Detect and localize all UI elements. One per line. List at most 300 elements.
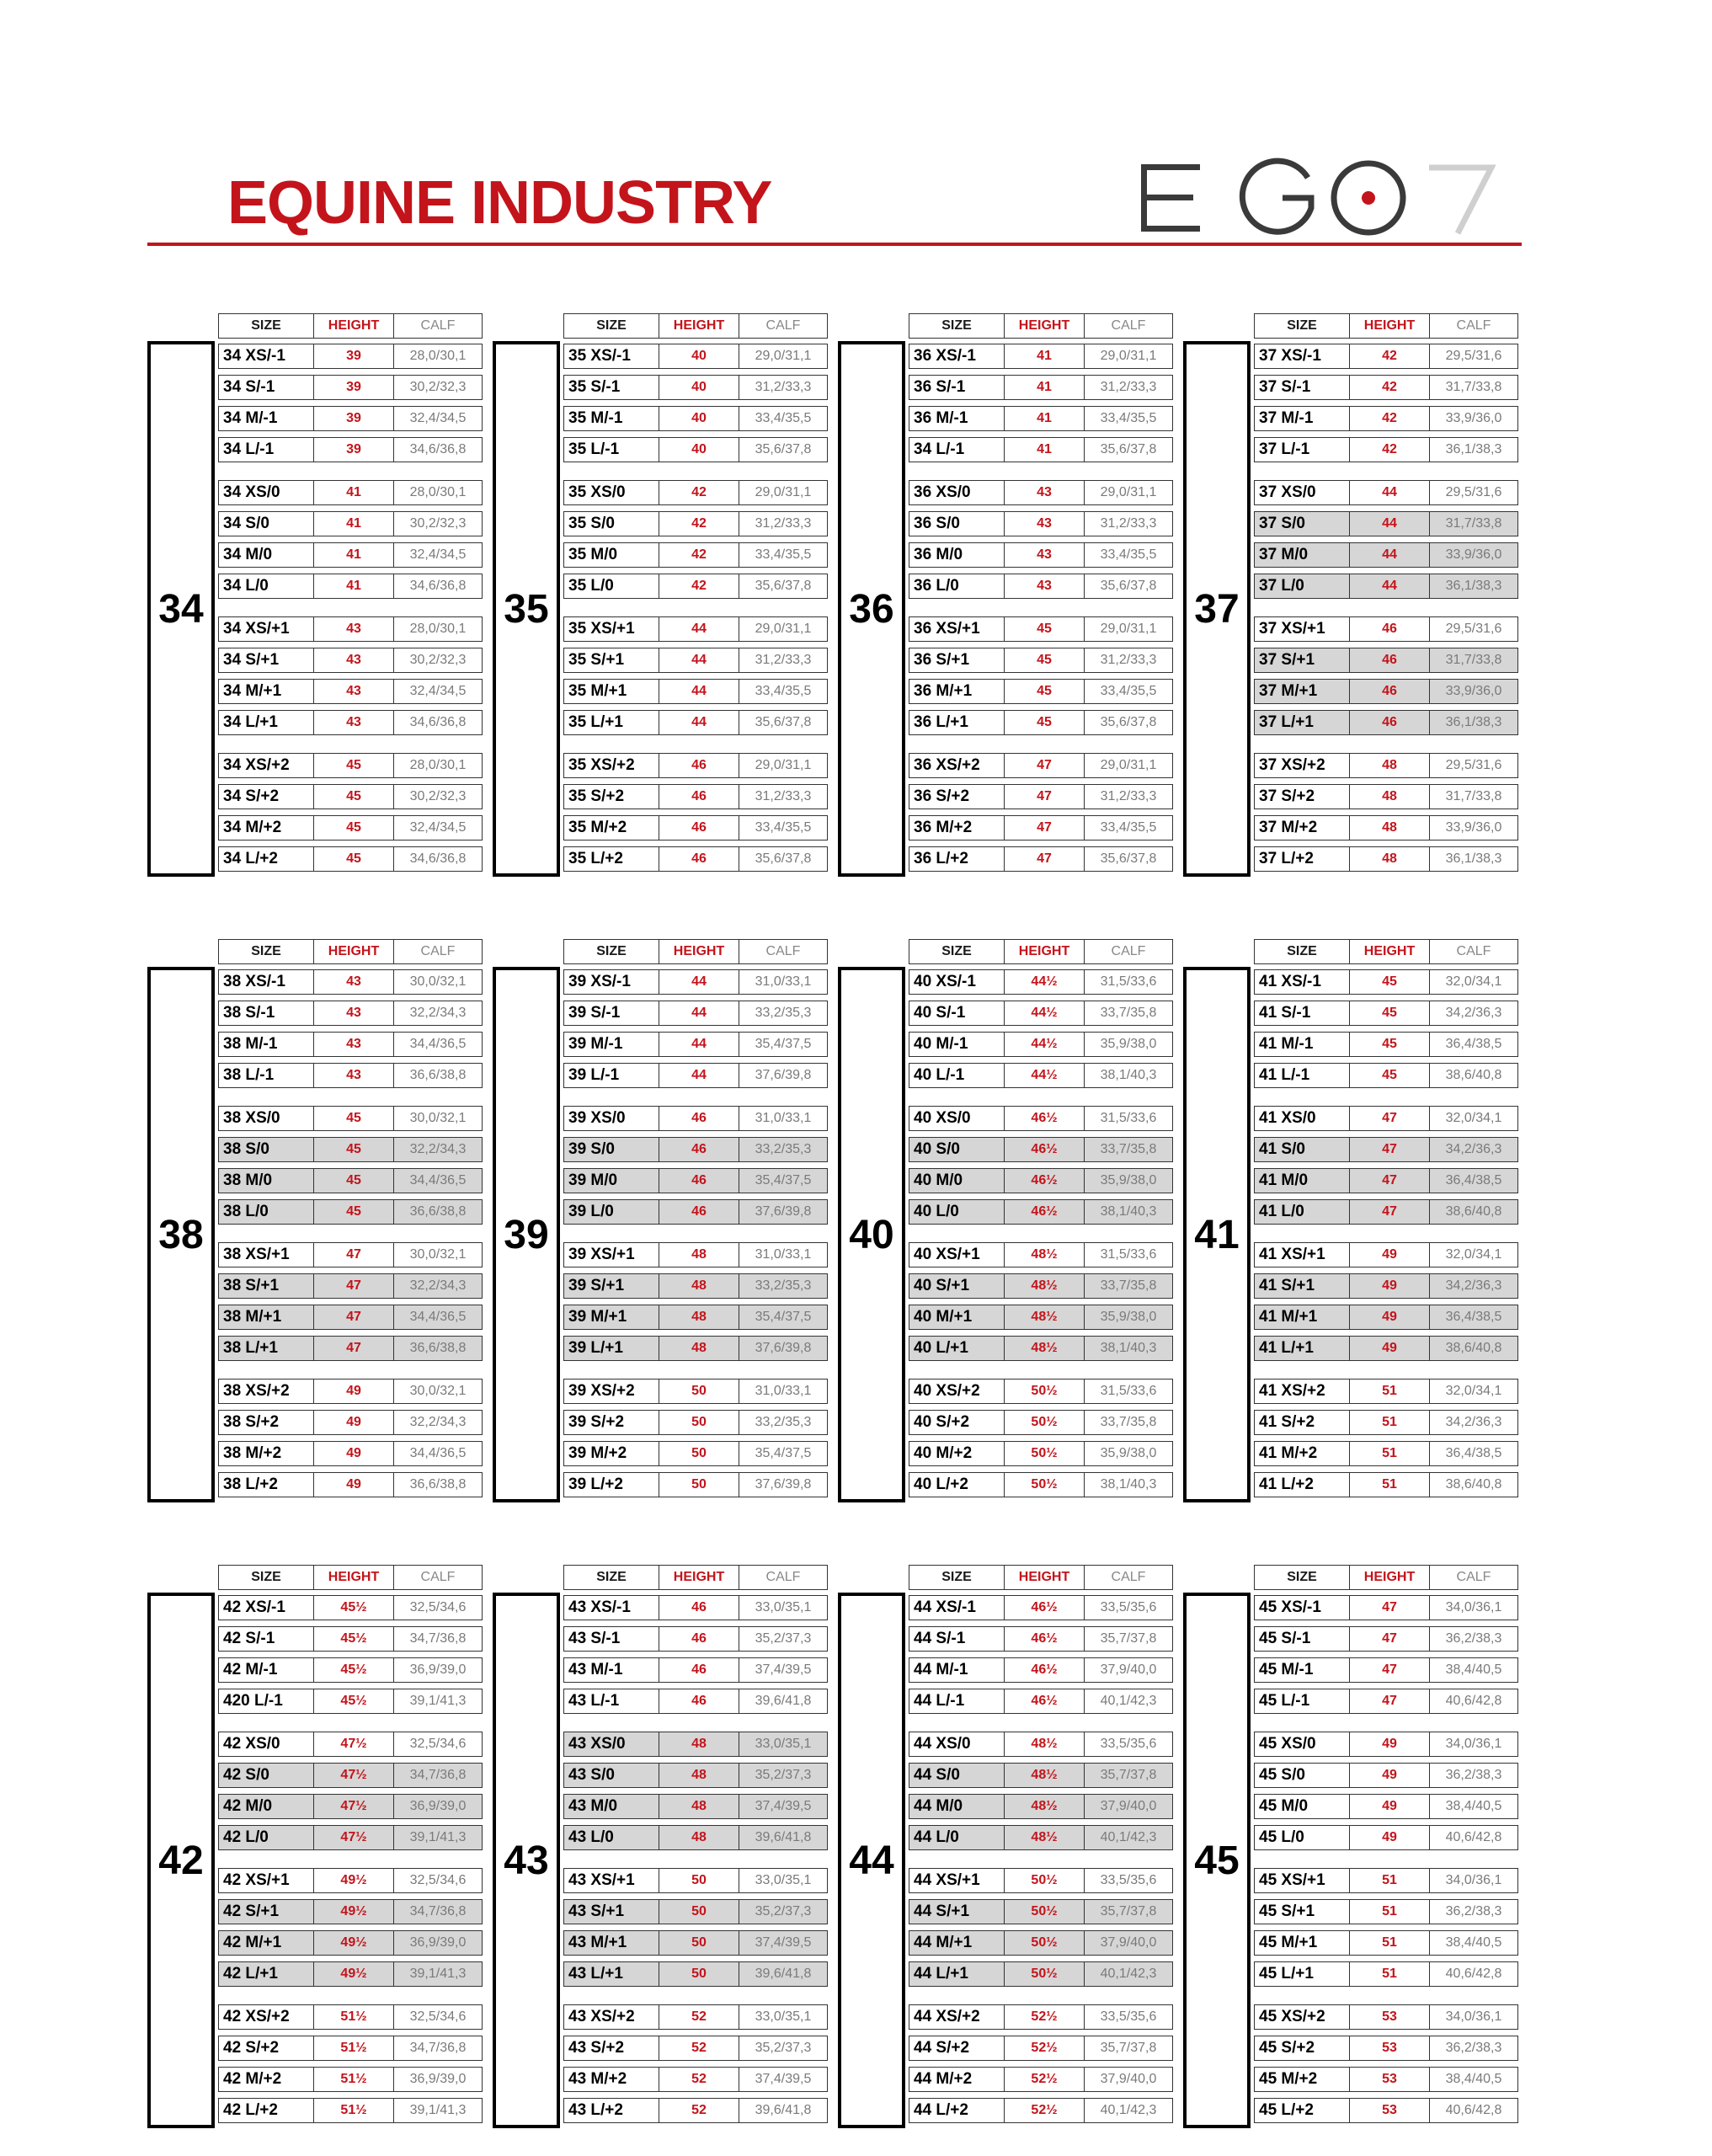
- calf-cell: 31,2/33,3: [1084, 785, 1172, 808]
- size-cell: 42 L/+1: [223, 1965, 278, 1983]
- table-header: [563, 939, 828, 964]
- size-cell: 43 L/+1: [568, 1965, 623, 1983]
- table-row: [563, 1689, 828, 1714]
- size-cell: 43 XS/+2: [568, 2008, 635, 2025]
- size-cell: 44 XS/-1: [914, 1598, 976, 1616]
- size-cell: 34 M/+1: [223, 682, 282, 700]
- size-cell: 35 M/0: [568, 546, 618, 563]
- height-cell: 48½: [1004, 1795, 1084, 1818]
- calf-cell: 38,6/40,8: [1429, 1473, 1517, 1497]
- height-cell: 45½: [313, 1627, 393, 1651]
- calf-cell: 34,0/36,1: [1429, 2005, 1517, 2029]
- shoe-size-label: 44: [838, 1593, 905, 2128]
- calf-cell: 31,2/33,3: [1084, 512, 1172, 536]
- height-cell: 50: [659, 1473, 739, 1497]
- size-cell: 36 L/0: [914, 577, 959, 595]
- table-row: [563, 1930, 828, 1956]
- table-row: [563, 1472, 828, 1497]
- size-cell: 42 S/0: [223, 1766, 269, 1784]
- size-cell: 43 S/+1: [568, 1903, 625, 1920]
- size-cell: 45 S/0: [1259, 1766, 1305, 1784]
- table-row: [1254, 648, 1518, 673]
- size-cell: 39 L/+1: [568, 1339, 623, 1357]
- height-cell: 47: [1349, 1596, 1429, 1620]
- table-row: [909, 1961, 1173, 1987]
- calf-cell: 35,2/37,3: [739, 1764, 827, 1787]
- table-row: [1254, 1472, 1518, 1497]
- table-row: [563, 1032, 828, 1057]
- calf-cell: 33,9/36,0: [1429, 543, 1517, 567]
- calf-column-header: CALF: [393, 1566, 482, 1589]
- table-row: [563, 1001, 828, 1026]
- size-cell: 42 S/+1: [223, 1903, 280, 1920]
- table-header: [563, 313, 828, 339]
- size-cell: 45 M/+1: [1259, 1934, 1318, 1951]
- table-row: [909, 437, 1173, 462]
- size-cell: 35 XS/+2: [568, 756, 635, 774]
- table-row: [909, 648, 1173, 673]
- calf-cell: 34,4/36,5: [393, 1305, 482, 1329]
- table-row: [909, 542, 1173, 568]
- calf-cell: 33,0/35,1: [739, 1732, 827, 1756]
- table-row: [909, 344, 1173, 369]
- table-row: [563, 1441, 828, 1466]
- table-row: [218, 1626, 483, 1652]
- size-cell: 44 S/0: [914, 1766, 960, 1784]
- table-row: [909, 2036, 1173, 2061]
- height-cell: 46: [659, 816, 739, 840]
- height-cell: 48: [659, 1337, 739, 1360]
- size-cell: 37 M/-1: [1259, 409, 1314, 427]
- table-row: [563, 784, 828, 809]
- size-cell: 39 L/0: [568, 1203, 614, 1220]
- table-row: [563, 1137, 828, 1162]
- height-cell: 44: [1349, 512, 1429, 536]
- height-cell: 45: [313, 1138, 393, 1161]
- size-cell: 41 L/+2: [1259, 1476, 1314, 1493]
- size-cell: 38 L/+2: [223, 1476, 278, 1493]
- height-cell: 45: [313, 1169, 393, 1193]
- height-cell: 45½: [313, 1689, 393, 1713]
- height-cell: 51: [1349, 1380, 1429, 1403]
- calf-cell: 28,0/30,1: [393, 344, 482, 368]
- calf-cell: 38,6/40,8: [1429, 1064, 1517, 1087]
- size-cell: 36 L/+2: [914, 850, 968, 867]
- size-cell: 36 M/+2: [914, 819, 973, 836]
- calf-cell: 36,6/38,8: [393, 1064, 482, 1087]
- table-row: [218, 1106, 483, 1131]
- table-row: [218, 1199, 483, 1225]
- height-cell: 46: [659, 1138, 739, 1161]
- size-cell: 43 M/+2: [568, 2070, 627, 2088]
- table-row: [563, 480, 828, 505]
- table-header: [218, 1565, 483, 1590]
- shoe-size-label: 43: [493, 1593, 560, 2128]
- calf-cell: 35,6/37,8: [739, 847, 827, 871]
- size-cell: 34 XS/+2: [223, 756, 290, 774]
- table-row: [218, 1930, 483, 1956]
- table-row: [1254, 1063, 1518, 1088]
- size-cell: 42 XS/0: [223, 1735, 280, 1753]
- table-row: [218, 1961, 483, 1987]
- table-row: [563, 1595, 828, 1620]
- size-cell: 41 S/-1: [1259, 1004, 1311, 1022]
- calf-cell: 33,4/35,5: [739, 816, 827, 840]
- calf-cell: 31,2/33,3: [1084, 648, 1172, 672]
- calf-cell: 35,4/37,5: [739, 1305, 827, 1329]
- calf-cell: 35,9/38,0: [1084, 1033, 1172, 1056]
- height-cell: 44½: [1004, 970, 1084, 994]
- calf-cell: 34,7/36,8: [393, 2036, 482, 2060]
- calf-cell: 38,1/40,3: [1084, 1473, 1172, 1497]
- table-row: [563, 1305, 828, 1330]
- table-row: [218, 1168, 483, 1193]
- table-row: [1254, 1199, 1518, 1225]
- height-cell: 49: [1349, 1795, 1429, 1818]
- calf-cell: 39,1/41,3: [393, 1826, 482, 1849]
- table-row: [909, 679, 1173, 704]
- table-row: [909, 1626, 1173, 1652]
- table-header: [1254, 313, 1518, 339]
- table-row: [909, 1063, 1173, 1088]
- calf-cell: 34,2/36,3: [1429, 1001, 1517, 1025]
- size-cell: 38 XS/0: [223, 1109, 280, 1127]
- logo-e: [1141, 164, 1200, 232]
- table-row: [218, 1732, 483, 1757]
- size-cell: 40 L/+2: [914, 1476, 968, 1493]
- table-row: [1254, 815, 1518, 841]
- size-cell: 45 XS/+2: [1259, 2008, 1325, 2025]
- table-row: [218, 648, 483, 673]
- table-header: [909, 313, 1173, 339]
- height-cell: 51: [1349, 1473, 1429, 1497]
- table-row: [909, 511, 1173, 536]
- table-row: [909, 1689, 1173, 1714]
- size-cell: 36 S/-1: [914, 378, 966, 396]
- height-cell: 45½: [313, 1658, 393, 1682]
- height-cell: 48: [1349, 754, 1429, 777]
- height-cell: 45½: [313, 1596, 393, 1620]
- size-cell: 41 S/0: [1259, 1140, 1305, 1158]
- height-cell: 39: [313, 376, 393, 399]
- table-row: [1254, 1930, 1518, 1956]
- height-cell: 50: [659, 1931, 739, 1955]
- table-header: [909, 1565, 1173, 1590]
- size-column-header: SIZE: [596, 318, 627, 333]
- height-cell: 44½: [1004, 1064, 1084, 1087]
- height-cell: 52: [659, 2036, 739, 2060]
- size-cell: 35 XS/-1: [568, 347, 631, 365]
- table-row: [909, 969, 1173, 995]
- calf-cell: 33,4/35,5: [739, 407, 827, 430]
- size-cell: 41 L/0: [1259, 1203, 1304, 1220]
- calf-column-header: CALF: [1084, 1566, 1172, 1589]
- table-row: [1254, 1106, 1518, 1131]
- size-cell: 37 S/0: [1259, 515, 1305, 532]
- size-cell: 35 M/-1: [568, 409, 623, 427]
- calf-cell: 34,0/36,1: [1429, 1596, 1517, 1620]
- table-row: [1254, 1732, 1518, 1757]
- height-cell: 47: [313, 1305, 393, 1329]
- size-cell: 42 L/+2: [223, 2101, 278, 2119]
- table-row: [909, 574, 1173, 599]
- size-cell: 44 M/+1: [914, 1934, 973, 1951]
- height-cell: 49: [1349, 1305, 1429, 1329]
- calf-cell: 35,4/37,5: [739, 1033, 827, 1056]
- height-cell: 51: [1349, 1900, 1429, 1924]
- size-cell: 45 M/+2: [1259, 2070, 1318, 2088]
- table-row: [218, 1825, 483, 1850]
- size-column-header: SIZE: [251, 944, 281, 958]
- table-row: [563, 1410, 828, 1435]
- height-cell: 46: [659, 754, 739, 777]
- calf-cell: 38,1/40,3: [1084, 1200, 1172, 1224]
- size-cell: 37 M/+1: [1259, 682, 1318, 700]
- height-cell: 45: [1349, 1001, 1429, 1025]
- height-cell: 46: [659, 1627, 739, 1651]
- height-cell: 53: [1349, 2099, 1429, 2122]
- table-row: [1254, 1001, 1518, 1026]
- size-cell: 45 XS/0: [1259, 1735, 1316, 1753]
- table-row: [909, 375, 1173, 400]
- size-cell: 42 M/-1: [223, 1661, 278, 1678]
- table-row: [1254, 1689, 1518, 1714]
- height-cell: 49: [313, 1473, 393, 1497]
- height-cell: 52½: [1004, 2005, 1084, 2029]
- height-column-header: HEIGHT: [1004, 940, 1084, 963]
- calf-cell: 34,2/36,3: [1429, 1411, 1517, 1434]
- height-cell: 50½: [1004, 1962, 1084, 1986]
- table-row: [909, 1001, 1173, 1026]
- size-cell: 38 M/0: [223, 1171, 273, 1189]
- calf-cell: 34,4/36,5: [393, 1033, 482, 1056]
- height-cell: 43: [313, 711, 393, 734]
- table-row: [218, 846, 483, 872]
- table-row: [909, 616, 1173, 642]
- table-row: [563, 511, 828, 536]
- calf-cell: 35,6/37,8: [1084, 711, 1172, 734]
- height-cell: 46: [659, 1658, 739, 1682]
- calf-cell: 39,6/41,8: [739, 2099, 827, 2122]
- size-column-header: SIZE: [1287, 944, 1317, 958]
- calf-cell: 36,9/39,0: [393, 1931, 482, 1955]
- height-cell: 45: [1349, 1064, 1429, 1087]
- calf-cell: 36,6/38,8: [393, 1200, 482, 1224]
- size-cell: 40 L/0: [914, 1203, 959, 1220]
- size-cell: 37 M/+2: [1259, 819, 1318, 836]
- size-cell: 38 XS/-1: [223, 973, 285, 990]
- calf-cell: 31,5/33,6: [1084, 970, 1172, 994]
- calf-cell: 31,0/33,1: [739, 970, 827, 994]
- calf-cell: 35,9/38,0: [1084, 1442, 1172, 1465]
- table-row: [1254, 1410, 1518, 1435]
- table-row: [218, 1657, 483, 1683]
- size-cell: 36 XS/-1: [914, 347, 976, 365]
- height-cell: 46: [659, 1689, 739, 1713]
- size-cell: 40 M/+1: [914, 1308, 973, 1326]
- calf-cell: 28,0/30,1: [393, 617, 482, 641]
- height-column-header: HEIGHT: [659, 940, 739, 963]
- size-cell: 39 XS/0: [568, 1109, 626, 1127]
- table-row: [218, 616, 483, 642]
- calf-cell: 35,7/37,8: [1084, 1627, 1172, 1651]
- size-cell: 36 S/0: [914, 515, 960, 532]
- table-row: [563, 1168, 828, 1193]
- table-row: [1254, 1899, 1518, 1924]
- calf-cell: 31,0/33,1: [739, 1243, 827, 1267]
- calf-cell: 36,4/38,5: [1429, 1305, 1517, 1329]
- height-cell: 49: [313, 1380, 393, 1403]
- calf-cell: 31,7/33,8: [1429, 785, 1517, 808]
- calf-cell: 38,4/40,5: [1429, 2068, 1517, 2091]
- height-cell: 45: [313, 1200, 393, 1224]
- table-row: [563, 2004, 828, 2030]
- height-column-header: HEIGHT: [1349, 1566, 1429, 1589]
- calf-cell: 33,2/35,3: [739, 1411, 827, 1434]
- table-row: [218, 1305, 483, 1330]
- calf-cell: 33,0/35,1: [739, 1869, 827, 1892]
- table-row: [1254, 1825, 1518, 1850]
- calf-column-header: CALF: [1429, 940, 1517, 963]
- height-cell: 49½: [313, 1931, 393, 1955]
- calf-cell: 35,6/37,8: [1084, 847, 1172, 871]
- height-cell: 46: [1349, 680, 1429, 703]
- height-cell: 49: [313, 1411, 393, 1434]
- table-row: [1254, 2004, 1518, 2030]
- size-cell: 37 M/0: [1259, 546, 1309, 563]
- table-row: [218, 679, 483, 704]
- calf-cell: 35,7/37,8: [1084, 2036, 1172, 2060]
- height-cell: 47: [313, 1243, 393, 1267]
- table-row: [1254, 1595, 1518, 1620]
- calf-cell: 38,4/40,5: [1429, 1931, 1517, 1955]
- table-row: [563, 1732, 828, 1757]
- calf-column-header: CALF: [393, 314, 482, 338]
- height-cell: 49: [1349, 1274, 1429, 1298]
- size-cell: 44 L/-1: [914, 1692, 965, 1710]
- table-row: [563, 1336, 828, 1361]
- height-cell: 46½: [1004, 1689, 1084, 1713]
- calf-cell: 33,2/35,3: [739, 1001, 827, 1025]
- size-cell: 45 XS/-1: [1259, 1598, 1321, 1616]
- size-cell: 38 XS/+2: [223, 1382, 290, 1400]
- size-cell: 45 S/+1: [1259, 1903, 1315, 1920]
- size-cell: 37 L/+1: [1259, 713, 1314, 731]
- size-cell: 37 L/-1: [1259, 440, 1310, 458]
- table-row: [909, 1305, 1173, 1330]
- table-row: [563, 1273, 828, 1299]
- size-cell: 41 M/-1: [1259, 1035, 1314, 1053]
- calf-cell: 36,2/38,3: [1429, 2036, 1517, 2060]
- calf-cell: 36,9/39,0: [393, 1658, 482, 1682]
- size-cell: 40 XS/0: [914, 1109, 971, 1127]
- size-cell: 44 M/+2: [914, 2070, 973, 2088]
- calf-cell: 35,2/37,3: [739, 1900, 827, 1924]
- size-cell: 44 L/+2: [914, 2101, 968, 2119]
- size-cell: 39 S/+2: [568, 1413, 625, 1431]
- calf-cell: 36,6/38,8: [393, 1473, 482, 1497]
- table-header: [218, 313, 483, 339]
- calf-cell: 33,0/35,1: [739, 1596, 827, 1620]
- table-row: [909, 1930, 1173, 1956]
- calf-column-header: CALF: [393, 940, 482, 963]
- table-row: [218, 1794, 483, 1819]
- calf-cell: 32,5/34,6: [393, 1596, 482, 1620]
- calf-cell: 37,9/40,0: [1084, 1795, 1172, 1818]
- calf-cell: 37,9/40,0: [1084, 1931, 1172, 1955]
- table-row: [563, 616, 828, 642]
- height-cell: 44: [659, 617, 739, 641]
- table-row: [909, 1441, 1173, 1466]
- calf-cell: 35,6/37,8: [1084, 574, 1172, 598]
- calf-cell: 29,0/31,1: [739, 754, 827, 777]
- height-cell: 44: [659, 1001, 739, 1025]
- calf-cell: 29,5/31,6: [1429, 617, 1517, 641]
- height-cell: 48: [659, 1732, 739, 1756]
- table-row: [909, 1106, 1173, 1131]
- calf-cell: 37,4/39,5: [739, 1795, 827, 1818]
- calf-cell: 35,6/37,8: [739, 438, 827, 462]
- calf-column-header: CALF: [1084, 314, 1172, 338]
- shoe-size-label: 34: [147, 341, 215, 877]
- table-row: [909, 406, 1173, 431]
- size-cell: 37 XS/+1: [1259, 620, 1325, 638]
- height-cell: 44: [1349, 543, 1429, 567]
- calf-cell: 31,0/33,1: [739, 1107, 827, 1130]
- height-cell: 41: [1004, 376, 1084, 399]
- height-cell: 41: [1004, 344, 1084, 368]
- table-row: [218, 1379, 483, 1404]
- calf-cell: 34,7/36,8: [393, 1627, 482, 1651]
- shoe-size-label: 42: [147, 1593, 215, 2128]
- height-cell: 47: [1004, 816, 1084, 840]
- table-row: [563, 753, 828, 778]
- table-row: [563, 1106, 828, 1131]
- size-cell: 34 S/0: [223, 515, 269, 532]
- calf-cell: 35,4/37,5: [739, 1442, 827, 1465]
- height-cell: 51: [1349, 1931, 1429, 1955]
- table-row: [909, 710, 1173, 735]
- height-cell: 50: [659, 1962, 739, 1986]
- height-cell: 50½: [1004, 1473, 1084, 1497]
- calf-cell: 37,9/40,0: [1084, 1658, 1172, 1682]
- size-cell: 37 XS/-1: [1259, 347, 1321, 365]
- height-cell: 52½: [1004, 2099, 1084, 2122]
- calf-cell: 33,5/35,6: [1084, 1596, 1172, 1620]
- height-cell: 42: [659, 574, 739, 598]
- table-row: [909, 1472, 1173, 1497]
- calf-cell: 38,1/40,3: [1084, 1337, 1172, 1360]
- height-cell: 41: [313, 481, 393, 504]
- size-cell: 43 L/+2: [568, 2101, 623, 2119]
- table-row: [218, 2004, 483, 2030]
- size-cell: 41 M/+2: [1259, 1444, 1318, 1462]
- calf-cell: 34,7/36,8: [393, 1900, 482, 1924]
- height-cell: 51½: [313, 2068, 393, 2091]
- size-cell: 34 S/+1: [223, 651, 280, 669]
- calf-cell: 32,2/34,3: [393, 1138, 482, 1161]
- height-cell: 46½: [1004, 1627, 1084, 1651]
- size-cell: 35 S/+2: [568, 787, 625, 805]
- height-cell: 47: [313, 1274, 393, 1298]
- height-cell: 45: [1349, 970, 1429, 994]
- size-cell: 44 S/+1: [914, 1903, 970, 1920]
- calf-cell: 31,2/33,3: [739, 648, 827, 672]
- table-header: [218, 939, 483, 964]
- height-cell: 43: [313, 970, 393, 994]
- size-cell: 43 M/0: [568, 1797, 618, 1815]
- size-cell: 44 S/+2: [914, 2039, 970, 2057]
